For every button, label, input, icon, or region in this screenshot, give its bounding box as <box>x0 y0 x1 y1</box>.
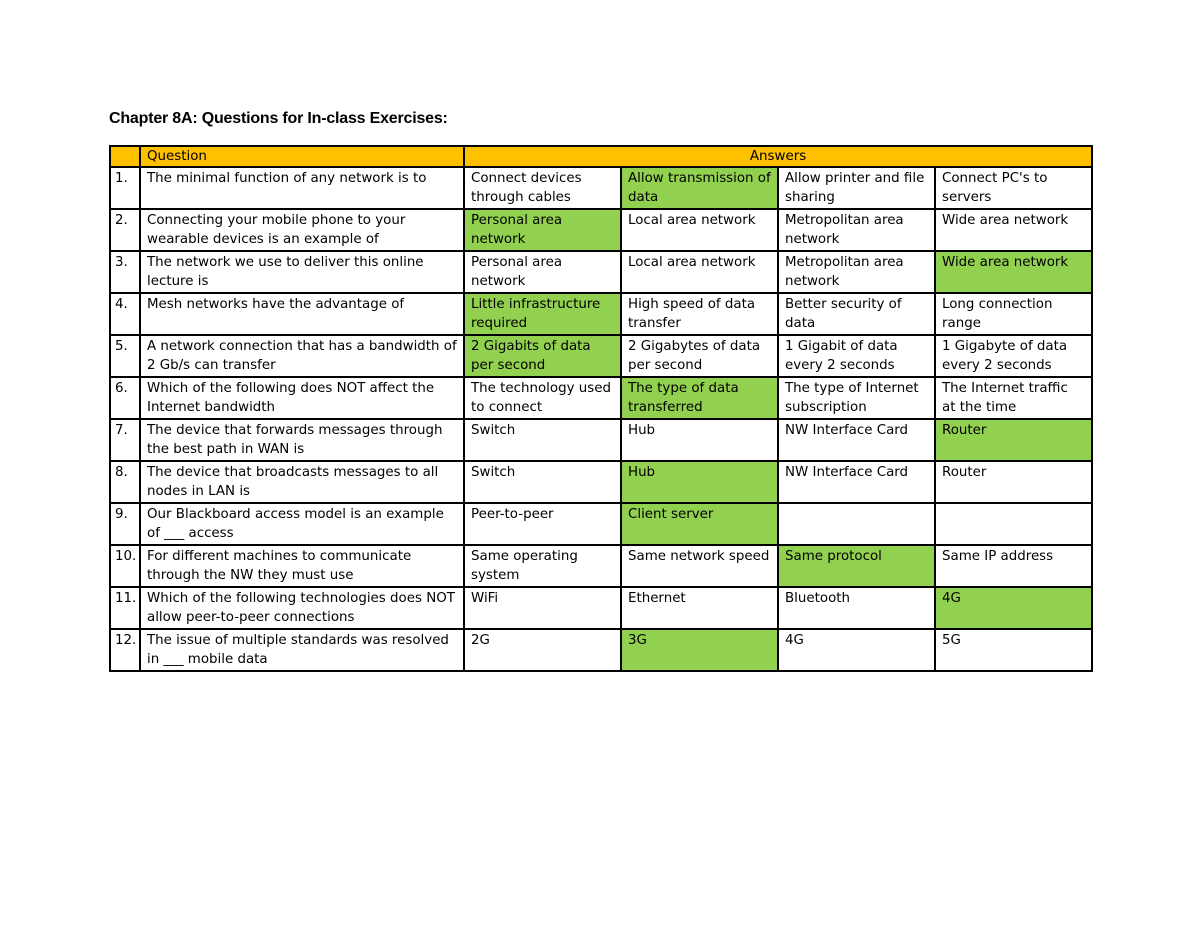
question-number-cell: 10. <box>110 545 140 587</box>
question-number-cell: 1. <box>110 167 140 209</box>
answer-option-cell: Switch <box>464 461 621 503</box>
table-row <box>110 545 1092 587</box>
answer-option-cell: WiFi <box>464 587 621 629</box>
answer-option-cell: The technology used to connect <box>464 377 621 419</box>
header-question-cell: Question <box>140 146 464 167</box>
correct-answer-cell: Little infrastructure required <box>464 293 621 335</box>
answer-option-cell: Long connection range <box>935 293 1092 335</box>
question-number-cell: 11. <box>110 587 140 629</box>
question-text-cell: Our Blackboard access model is an example of ___ access <box>140 503 464 545</box>
answer-option-cell: Connect PC's to servers <box>935 167 1092 209</box>
header-number-cell <box>110 146 140 167</box>
answer-option-cell: Same network speed <box>621 545 778 587</box>
answer-option-cell: Router <box>935 461 1092 503</box>
question-text-cell: Mesh networks have the advantage of <box>140 293 464 335</box>
table-row <box>110 629 1092 671</box>
correct-answer-cell: Personal area network <box>464 209 621 251</box>
correct-answer-cell: Wide area network <box>935 251 1092 293</box>
table-row <box>110 167 1092 209</box>
question-text-cell: The minimal function of any network is to <box>140 167 464 209</box>
header-answers-cell: Answers <box>464 146 1092 167</box>
correct-answer-cell: 2 Gigabits of data per second <box>464 335 621 377</box>
answer-option-cell: Wide area network <box>935 209 1092 251</box>
table-row <box>110 419 1092 461</box>
question-number-cell: 7. <box>110 419 140 461</box>
question-number-cell: 2. <box>110 209 140 251</box>
question-number-cell: 4. <box>110 293 140 335</box>
table-row <box>110 377 1092 419</box>
answer-option-cell: Peer-to-peer <box>464 503 621 545</box>
answer-option-cell: Hub <box>621 419 778 461</box>
correct-answer-cell: Client server <box>621 503 778 545</box>
correct-answer-cell: Same protocol <box>778 545 935 587</box>
table-row <box>110 251 1092 293</box>
answer-option-cell: Better security of data <box>778 293 935 335</box>
answer-option-cell: Allow printer and file sharing <box>778 167 935 209</box>
table-row <box>110 503 1092 545</box>
answer-option-cell: Connect devices through cables <box>464 167 621 209</box>
answer-option-cell: High speed of data transfer <box>621 293 778 335</box>
question-number-cell: 12. <box>110 629 140 671</box>
answer-option-cell: Local area network <box>621 209 778 251</box>
table-row <box>110 461 1092 503</box>
questions-table <box>109 145 1093 672</box>
answer-option-cell: The Internet traffic at the time <box>935 377 1092 419</box>
answer-option-cell: NW Interface Card <box>778 461 935 503</box>
question-text-cell: The device that forwards messages through the best path in WAN is <box>140 419 464 461</box>
answer-option-cell: Same IP address <box>935 545 1092 587</box>
question-text-cell: A network connection that has a bandwidth of 2 Gb/s can transfer <box>140 335 464 377</box>
answer-option-cell: Local area network <box>621 251 778 293</box>
question-text-cell: Which of the following does NOT affect the Internet bandwidth <box>140 377 464 419</box>
table-row <box>110 293 1092 335</box>
answer-option-cell: 2G <box>464 629 621 671</box>
answer-option-cell: Metropolitan area network <box>778 251 935 293</box>
correct-answer-cell: Router <box>935 419 1092 461</box>
question-text-cell: Which of the following technologies does NOT allow peer-to-peer connections <box>140 587 464 629</box>
question-number-cell: 5. <box>110 335 140 377</box>
answer-option-cell: The type of Internet subscription <box>778 377 935 419</box>
answer-option-cell: Ethernet <box>621 587 778 629</box>
answer-option-cell: Bluetooth <box>778 587 935 629</box>
question-number-cell: 3. <box>110 251 140 293</box>
question-number-cell: 9. <box>110 503 140 545</box>
question-text-cell: The issue of multiple standards was resolved in ___ mobile data <box>140 629 464 671</box>
table-row <box>110 587 1092 629</box>
question-text-cell: For different machines to communicate through the NW they must use <box>140 545 464 587</box>
answer-option-cell: NW Interface Card <box>778 419 935 461</box>
answer-option-cell: Personal area network <box>464 251 621 293</box>
correct-answer-cell: The type of data transferred <box>621 377 778 419</box>
answer-option-cell <box>935 503 1092 545</box>
correct-answer-cell: Hub <box>621 461 778 503</box>
question-text-cell: The network we use to deliver this online lecture is <box>140 251 464 293</box>
table-row <box>110 335 1092 377</box>
answer-option-cell: Same operating system <box>464 545 621 587</box>
answer-option-cell: 1 Gigabit of data every 2 seconds <box>778 335 935 377</box>
question-text-cell: The device that broadcasts messages to all nodes in LAN is <box>140 461 464 503</box>
correct-answer-cell: Allow transmission of data <box>621 167 778 209</box>
question-number-cell: 8. <box>110 461 140 503</box>
answer-option-cell: Metropolitan area network <box>778 209 935 251</box>
question-number-cell: 6. <box>110 377 140 419</box>
correct-answer-cell: 3G <box>621 629 778 671</box>
table-row <box>110 209 1092 251</box>
question-text-cell: Connecting your mobile phone to your wearable devices is an example of <box>140 209 464 251</box>
answer-option-cell: 4G <box>778 629 935 671</box>
answer-option-cell: 1 Gigabyte of data every 2 seconds <box>935 335 1092 377</box>
page-title: Chapter 8A: Questions for In-class Exercises: <box>109 110 448 127</box>
table-header-row <box>110 146 1092 167</box>
answer-option-cell: 5G <box>935 629 1092 671</box>
answer-option-cell: 2 Gigabytes of data per second <box>621 335 778 377</box>
correct-answer-cell: 4G <box>935 587 1092 629</box>
answer-option-cell: Switch <box>464 419 621 461</box>
answer-option-cell <box>778 503 935 545</box>
